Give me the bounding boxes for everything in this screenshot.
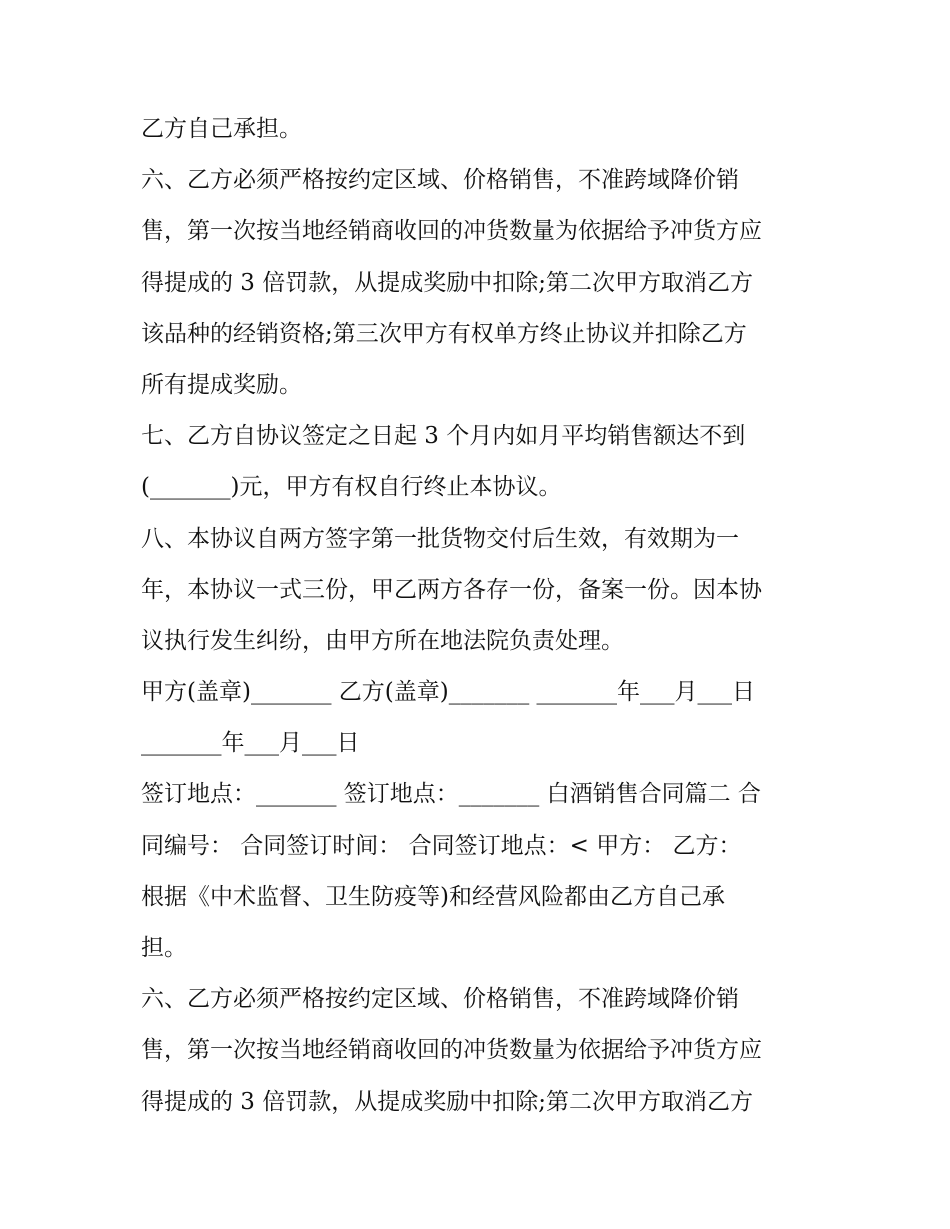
- text-line: 八、本协议自两方签字第一批货物交付后生效，有效期为一: [141, 525, 739, 552]
- text-line: 签订地点：_______ 签订地点：_______ 白酒销售合同篇二 合: [141, 781, 761, 808]
- contract-text: [141, 104, 821, 1128]
- text-line: 年，本协议一式三份，甲乙两方各存一份，备案一份。因本协: [141, 576, 762, 603]
- text-line: 该品种的经销资格;第三次甲方有权单方终止协议并扣除乙方: [141, 320, 747, 347]
- text-line: (_______)元，甲方有权自行终止本协议。: [141, 474, 562, 501]
- text-line: 乙方自己承担。: [141, 116, 302, 142]
- text-line: 所有提成奖励。: [141, 371, 302, 398]
- date-line: _______年___月___日: [141, 730, 360, 757]
- text-line: 同编号： 合同签订时间： 合同签订地点：< 甲方： 乙方：: [141, 832, 742, 859]
- text-line: 得提成的 3 倍罚款，从提成奖励中扣除;第二次甲方取消乙方: [141, 1088, 754, 1115]
- text-line: 七、乙方自协议签定之日起 3 个月内如月平均销售额达不到: [141, 423, 746, 450]
- signature-line: 甲方(盖章)_______ 乙方(盖章)_______ _______年___月___日: [141, 679, 756, 706]
- text-line: 售，第一次按当地经销商收回的冲货数量为依据给予冲货方应: [141, 1037, 762, 1064]
- text-line: 得提成的 3 倍罚款，从提成奖励中扣除;第二次甲方取消乙方: [141, 269, 754, 296]
- text-line: 六、乙方必须严格按约定区域、价格销售，不准跨域降价销: [141, 986, 739, 1013]
- text-line: 六、乙方必须严格按约定区域、价格销售，不准跨域降价销: [141, 167, 739, 194]
- text-line: 售，第一次按当地经销商收回的冲货数量为依据给予冲货方应: [141, 218, 762, 245]
- text-line: 根据《中术监督、卫生防疫等)和经营风险都由乙方自己承: [141, 883, 725, 910]
- text-line: 担。: [141, 935, 187, 961]
- text-line: 议执行发生纠纷，由甲方所在地法院负责处理。: [141, 627, 624, 654]
